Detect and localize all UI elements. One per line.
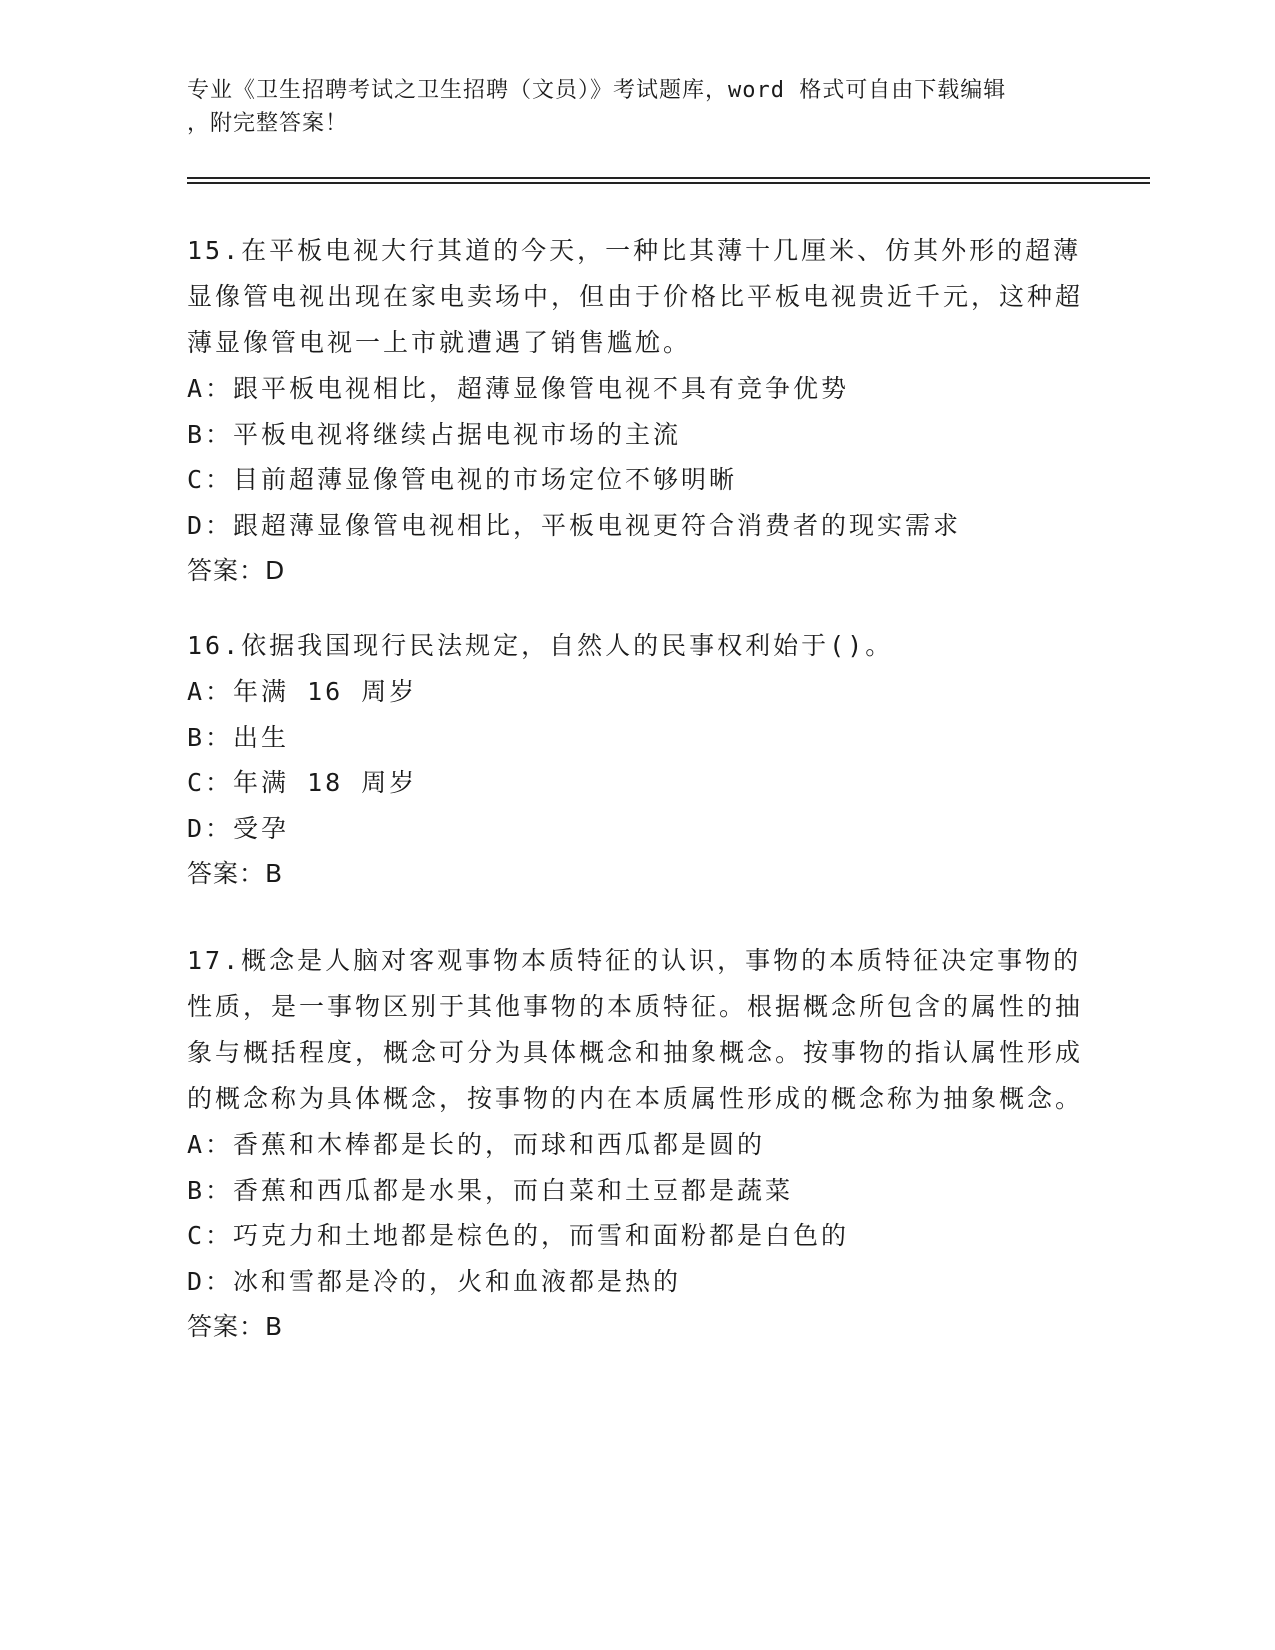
header-double-rule	[187, 177, 1150, 184]
answer-line: 答案：D	[187, 556, 286, 585]
option-b: B：出生	[187, 722, 290, 752]
option-b: B：香蕉和西瓜都是水果，而白菜和土豆都是蔬菜	[187, 1175, 794, 1205]
question-text: 16.依据我国现行民法规定，自然人的民事权利始于()。	[187, 631, 894, 660]
option-c: C：目前超薄显像管电视的市场定位不够明晰	[187, 465, 738, 494]
question-15	[187, 228, 1087, 594]
option-c: C：巧克力和土地都是棕色的，而雪和面粉都是白色的	[187, 1221, 850, 1250]
option-d: D：跟超薄显像管电视相比，平板电视更符合消费者的现实需求	[187, 510, 962, 540]
header-line-1: 专业《卫生招聘考试之卫生招聘（文员）》考试题库，word 格式可自由下载编辑	[187, 78, 1007, 103]
option-d: D：受孕	[187, 813, 290, 843]
question-17	[187, 938, 1087, 1350]
option-d: D：冰和雪都是冷的，火和血液都是热的	[187, 1266, 682, 1296]
option-c: C：年满 18 周岁	[187, 768, 418, 797]
option-a: A：香蕉和木棒都是长的，而球和西瓜都是圆的	[187, 1130, 766, 1159]
document-header	[187, 74, 1067, 140]
option-a: A：跟平板电视相比，超薄显像管电视不具有竞争优势	[187, 374, 850, 403]
answer-line: 答案：B	[187, 859, 284, 888]
option-b: B：平板电视将继续占据电视市场的主流	[187, 419, 682, 449]
option-a: A：年满 16 周岁	[187, 677, 418, 706]
answer-line: 答案：B	[187, 1312, 284, 1341]
question-text: 17.概念是人脑对客观事物本质特征的认识，事物的本质特征决定事物的性质，是一事物区别于其他事物的本质特征。根据概念所包含的属性的抽象与概括程度，概念可分为具体概念和抽象概念。按事物的指认属性形成的概念称为具体概念，按事物的内在本质属性形成的概念称为抽象概念。	[187, 946, 1084, 1113]
question-text: 15.在平板电视大行其道的今天，一种比其薄十几厘米、仿其外形的超薄显像管电视出现在家电卖场中，但由于价格比平板电视贵近千元，这种超薄显像管电视一上市就遭遇了销售尴尬。	[187, 236, 1084, 357]
header-line-2: ，附完整答案！	[187, 111, 349, 136]
question-16	[187, 623, 1087, 897]
